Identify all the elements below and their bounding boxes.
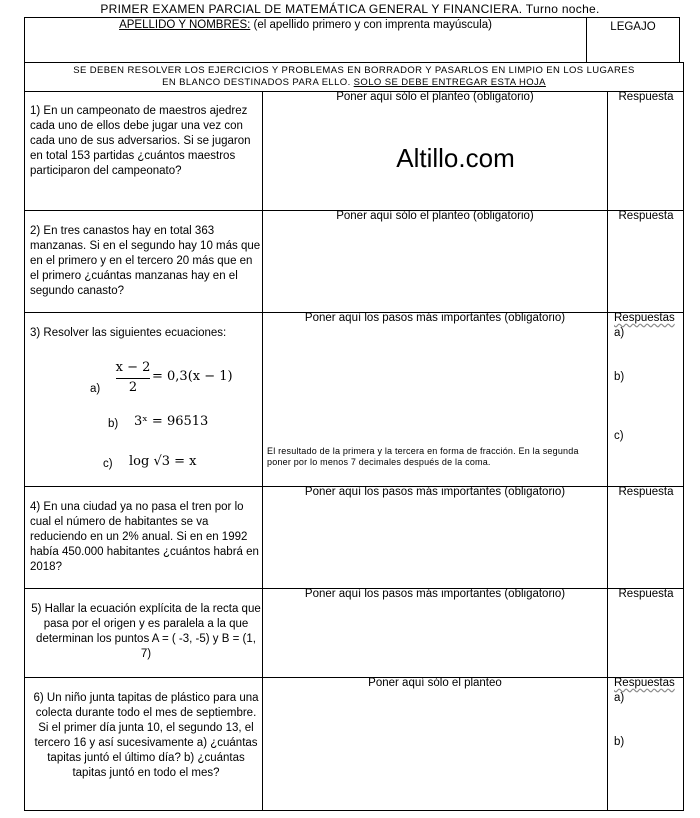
question-3-response-area[interactable] — [608, 343, 684, 486]
equation-a-denominator: 2 — [128, 380, 138, 395]
question-6-sub-a: a) — [614, 692, 625, 704]
question-2-response-area[interactable] — [608, 227, 684, 312]
question-6-text: 6) Un niño junta tapitas de plástico para una colecta durante todo el mes de septiembre. Si el primer día junta 10, el segundo 13, el tercero 16 y así sucesivamente a) ¿cuántas tapitas juntó el último día? b) ¿cuántas tapitas juntó en todo el mes? — [33, 692, 259, 779]
instructions-line2-b: SOLO SE DEBE ENTREGAR ESTA HOJA — [353, 77, 546, 88]
equation-c: log √3 = x — [129, 454, 197, 469]
question-3-answer-area[interactable] — [263, 329, 607, 439]
question-3-sub-b: b) — [614, 371, 625, 383]
question-6-response-area[interactable] — [608, 708, 684, 810]
equation-a-rhs: = 0,3(x − 1) — [152, 369, 233, 384]
name-label: APELLIDO Y NOMBRES: — [119, 19, 251, 31]
question-3-response-label — [608, 312, 684, 324]
question-2-response-label: Respuesta — [618, 210, 674, 222]
exam-title: PRIMER EXAMEN PARCIAL DE MATEMÁTICA GENERAL Y FINANCIERA. Turno noche. — [100, 2, 600, 16]
equation-a-numerator: x − 2 — [115, 360, 151, 375]
question-3-sub-a: a) — [614, 327, 625, 339]
equation-b: 3ˣ = 96513 — [134, 414, 209, 429]
question-5-response-area[interactable] — [608, 605, 684, 677]
watermark-logo: Altillo.com — [396, 143, 515, 173]
equation-c-label: c) — [103, 458, 113, 470]
question-1-response-area[interactable] — [608, 108, 684, 210]
question-2-slot-label: Poner aquí sólo el planteo (obligatorio) — [336, 210, 534, 222]
question-4-response-label: Respuesta — [618, 486, 674, 498]
name-hint: (el apellido primero y con imprenta mayúscula) — [250, 19, 492, 31]
question-6-answer-area[interactable] — [263, 694, 607, 810]
question-1-slot-label: Poner aquí sólo el planteo (obligatorio) — [336, 91, 534, 103]
question-4-response-area[interactable] — [608, 503, 684, 588]
question-5-slot-label: Poner aquí los pasos más importantes (obligatorio) — [304, 588, 566, 600]
question-5-response-label: Respuesta — [618, 588, 674, 600]
name-field[interactable] — [24, 17, 587, 63]
question-3-text: 3) Resolver las siguientes ecuaciones: — [30, 327, 227, 339]
equation-b-label: b) — [108, 418, 119, 430]
question-5-answer-area[interactable] — [263, 605, 607, 677]
name-field-label — [25, 19, 586, 31]
question-4-answer-area[interactable] — [263, 503, 607, 588]
question-2-answer-area[interactable] — [263, 227, 607, 312]
question-6-response-text: Respuestas — [614, 677, 675, 689]
instructions-line2-a: EN BLANCO DESTINADOS PARA ELLO. — [162, 77, 354, 88]
question-4-text: 4) En una ciudad ya no pasa el tren por lo cual el número de habitantes se va reduciendo en un 2% anual. Si en en 1992 había 450.000 habitantes ¿cuántos habrá en 2018? — [30, 501, 259, 573]
question-3-sub-c: c) — [614, 430, 624, 442]
question-3-response-text: Respuestas — [614, 312, 675, 324]
legajo-field[interactable] — [586, 17, 680, 63]
instructions-line2 — [25, 77, 683, 89]
question-6-response-label — [608, 677, 684, 689]
question-2-text: 2) En tres canastos hay en total 363 manzanas. Si en el segundo hay 10 más que en el primero y en el tercero 20 más que en el primero ¿cuántas manzanas hay en el segundo canasto? — [30, 225, 261, 297]
question-3-note: El resultado de la primera y la tercera en forma de fracción. En la segunda poner por lo menos 7 decimales después de la coma. — [267, 446, 579, 467]
question-1-text: 1) En un campeonato de maestros ajedrez cada uno de ellos debe jugar una vez con cada uno de sus adversarios. Si se jugaron en total 153 partidas ¿cuántos maestros participaron del campeonato? — [30, 105, 251, 177]
instructions-box — [24, 62, 684, 92]
question-6-sub-b: b) — [614, 736, 625, 748]
equation-a-label: a) — [90, 383, 101, 395]
question-4-slot-label: Poner aquí los pasos más importantes (obligatorio) — [304, 486, 566, 498]
equation-a-fraction-bar — [116, 378, 150, 379]
question-5-text: 5) Hallar la ecuación explícita de la recta que pasa por el origen y es paralela a la que determinan los puntos A = ( -3, -5) y B = (1, 7) — [31, 603, 261, 660]
instructions-line1: SE DEBEN RESOLVER LOS EJERCICIOS Y PROBLEMAS EN BORRADOR Y PASARLOS EN LIMPIO EN LOS LUGARES — [73, 65, 635, 76]
question-6-slot-label: Poner aquí sólo el planteo — [368, 677, 502, 689]
question-3-slot-label: Poner aquí los pasos más importantes (obligatorio) — [304, 312, 566, 324]
question-1-response-label: Respuesta — [618, 91, 674, 103]
legajo-label: LEGAJO — [610, 21, 656, 33]
